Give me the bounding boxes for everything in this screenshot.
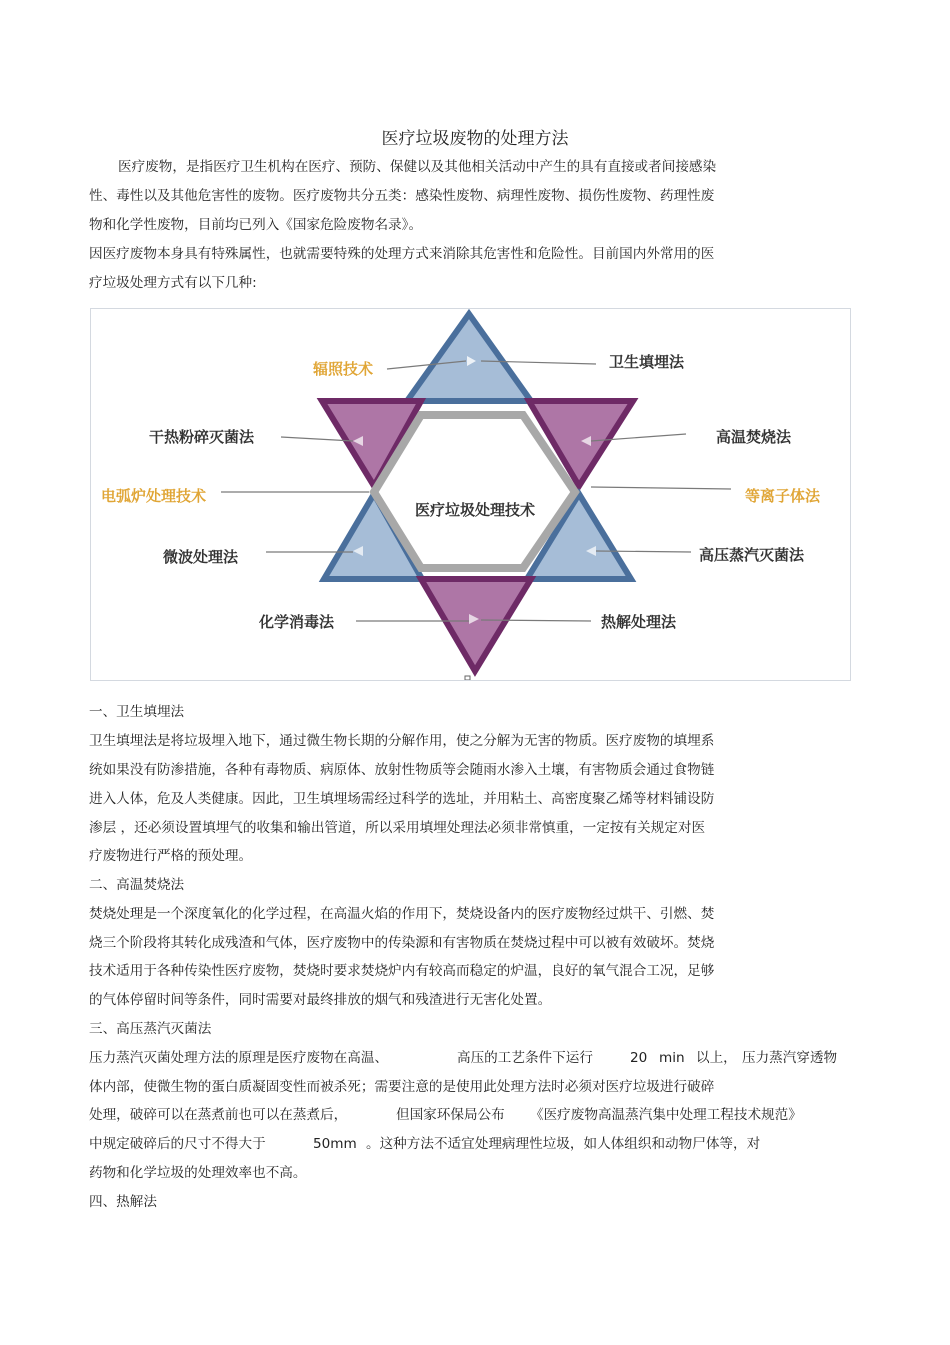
section-heading: 二、高温焚烧法: [89, 877, 185, 893]
intro-line: 医疗废物，是指医疗卫生机构在医疗、预防、保健以及其他相关活动中产生的具有直接或者间接感染: [118, 159, 717, 175]
section-heading: 一、卫生填埋法: [89, 704, 185, 720]
intro-line: 物和化学性废物，目前均已列入《国家危险废物名录》。: [89, 217, 423, 233]
section-line: 的气体停留时间等条件，同时需要对最终排放的烟气和残渣进行无害化处置。: [89, 992, 552, 1008]
section-line: 卫生填埋法是将垃圾埋入地下，通过微生物长期的分解作用，使之分解为无害的物质。医疗废物的填埋系: [89, 733, 715, 749]
section-line-segment: 压力蒸汽穿透物: [742, 1050, 838, 1066]
label-chemical-disinfection: 化学消毒法: [259, 613, 335, 631]
intro-line: 性、毒性以及其他危害性的废物。医疗废物共分五类：感染性废物、病理性废物、损伤性废物、药理性废: [89, 188, 715, 204]
section-line: 药物和化学垃圾的处理效率也不高。: [89, 1165, 307, 1181]
page-title: 医疗垃圾废物的处理方法: [381, 129, 569, 149]
treatment-technology-diagram: [90, 308, 851, 681]
label-pyrolysis: 热解处理法: [601, 613, 677, 631]
section-line: 烧三个阶段将其转化成残渣和气体，医疗废物中的传染源和有害物质在焚烧过程中可以被有效破坏。焚烧: [89, 935, 715, 951]
section-line-segment: 。这种方法不适宜处理病理性垃圾，如人体组织和动物尸体等，对: [366, 1136, 761, 1152]
center-label: 医疗垃圾处理技术: [414, 501, 536, 519]
section-line-segment: 以上，: [696, 1050, 737, 1066]
section-line: 统如果没有防渗措施，各种有毒物质、病原体、放射性物质等会随雨水渗入土壤，有害物质会通过食物链: [89, 762, 715, 778]
section-line-segment: 20: [630, 1050, 648, 1066]
label-microwave: 微波处理法: [163, 548, 239, 566]
label-sanitary-landfill: 卫生填埋法: [609, 353, 685, 371]
section-line-segment: 压力蒸汽灭菌处理方法的原理是医疗废物在高温、: [89, 1050, 389, 1066]
label-autoclave: 高压蒸汽灭菌法: [699, 546, 805, 564]
label-plasma: 等离子体法: [745, 487, 821, 505]
bottom-purple-triangle: [421, 579, 531, 671]
section-line-segment: 但国家环保局公布: [396, 1107, 505, 1123]
intro-line: 因医疗废物本身具有特殊属性，也就需要特殊的处理方式来消除其危害性和危险性。目前国内外常用的医: [89, 246, 715, 262]
section-line: 技术适用于各种传染性医疗废物，焚烧时要求焚烧炉内有较高而稳定的炉温，良好的氧气混合工况，足够: [89, 963, 715, 979]
label-dry-heat-crushing: 干热粉碎灭菌法: [149, 428, 255, 446]
section-line: 进入人体，危及人类健康。因此，卫生填埋场需经过科学的选址，并用粘土、高密度聚乙烯等材料铺设防: [89, 791, 715, 807]
label-arc-furnace: 电弧炉处理技术: [101, 487, 207, 505]
intro-line: 疗垃圾处理方式有以下几种:: [89, 275, 257, 291]
label-irradiation: 辐照技术: [313, 360, 374, 378]
label-incineration: 高温焚烧法: [716, 428, 792, 446]
section-line: 疗废物进行严格的预处理。: [89, 848, 253, 864]
section-line-segment: 处理，破碎可以在蒸煮前也可以在蒸煮后，: [89, 1107, 348, 1123]
section-heading: 四、热解法: [89, 1194, 157, 1210]
section-line-segment: min: [659, 1050, 685, 1066]
section-line: 渗层 ，还必须设置填埋气的收集和输出管道，所以采用填埋处理法必须非常慎重，一定按有关规定对医: [89, 820, 706, 836]
section-line-segment: 高压的工艺条件下运行: [457, 1050, 593, 1066]
section-line-segment: 50mm: [313, 1136, 357, 1152]
section-heading: 三、高压蒸汽灭菌法: [89, 1021, 212, 1037]
section-line-segment: 《医疗废物高温蒸汽集中处理工程技术规范》: [530, 1107, 802, 1123]
star-diagram-svg: [91, 309, 850, 680]
section-line-segment: 中规定破碎后的尺寸不得大于: [89, 1136, 266, 1152]
section-line: 焚烧处理是一个深度氧化的化学过程，在高温火焰的作用下，焚烧设备内的医疗废物经过烘干、引燃、焚: [89, 906, 715, 922]
section-line: 体内部，使微生物的蛋白质凝固变性而被杀死；需要注意的是使用此处理方法时必须对医疗垃圾进行破碎: [89, 1079, 715, 1095]
